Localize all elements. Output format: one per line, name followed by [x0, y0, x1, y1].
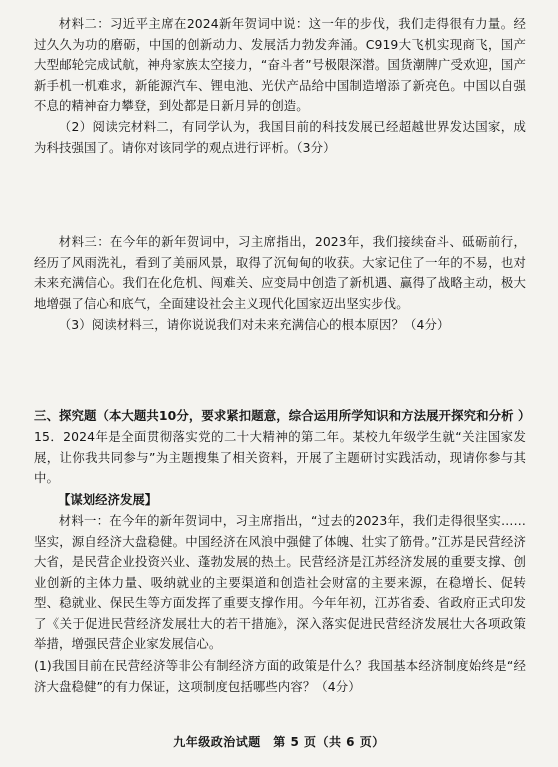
section-three-heading: 三、探究题（本大题共10分，要求紧扣题意，综合运用所学知识和方法展开探究和分析 ） [34, 408, 531, 423]
question-2: （2）阅读完材料二，有同学认为，我国目前的科技发展已经超越世界发达国家，成为科技强国了。请你对该同学的观点进行评析。（3分） [34, 119, 526, 155]
material-one-paragraph: 材料一：在今年的新年贺词中，习主席指出，“过去的2023年，我们走得很坚实……坚实，源自经济大盘稳健。中国经济在风浪中强健了体魄、壮实了筋骨。”江苏是民营经济大省，是民营企业投资兴业、蓬勃发展的热土。民营经济是江苏经济发展的重要支撑、创业创新的主体力量、吸纳就业的主要渠道和创造社会财富的主要来源，在稳增长、促转型、稳就业、保民生等方面发挥了重要支撑作用。今年年初，江苏省委、省政府正式印发了《关于促进民营经济发展壮大的若干措施》，深入落实促进民营经济发展壮大各项政策举措，增强民营企业家发展信心。 [34, 513, 526, 651]
question-15-intro: 15．2024年是全面贯彻落实党的二十大精神的第二年。某校九年级学生就“关注国家发展，让你我共同参与”为主题搜集了相关资料，开展了主题研讨实践活动，现请你参与其中。 [34, 429, 526, 485]
material-three-paragraph: 材料三：在今年的新年贺词中，习主席指出，2023年，我们接续奋斗、砥砺前行，经历了风雨洗礼，看到了美丽风景，取得了沉甸甸的收获。大家记住了一年的不易，也对未来充满信心。我们在化危机、闯难关、应变局中创造了新机遇、赢得了战略主动，极大地增强了信心和底气，全面建设社会主义现代化国家迈出坚实步伐。 [34, 234, 526, 311]
question-15-1: (1)我国目前在民营经济等非公有制经济方面的政策是什么？我国基本经济制度始终是“经济大盘稳健”的有力保证，这项制度包括哪些内容？（4分） [34, 658, 526, 694]
question-3: （3）阅读材料三，请你说说我们对未来充满信心的根本原因？（4分） [58, 317, 450, 332]
subheading-economic-planning: 【谋划经济发展】 [58, 492, 158, 507]
page-footer: 九年级政治试题 第 5 页（共 6 页） [173, 735, 385, 749]
material-two-paragraph: 材料二：习近平主席在2024新年贺词中说：这一年的步伐，我们走得很有力量。经过久久为功的磨砺，中国的创新动力、发展活力勃发奔涌。C919大飞机实现商飞，国产大型邮轮完成试航，神舟家族太空接力，“奋斗者”号极限深潜。国货潮牌广受欢迎，国产新手机一机难求，新能源汽车、锂电池、光伏产品给中国制造增添了新亮色。中国以自强不息的精神奋力攀登，到处都是日新月异的创造。 [34, 16, 526, 113]
